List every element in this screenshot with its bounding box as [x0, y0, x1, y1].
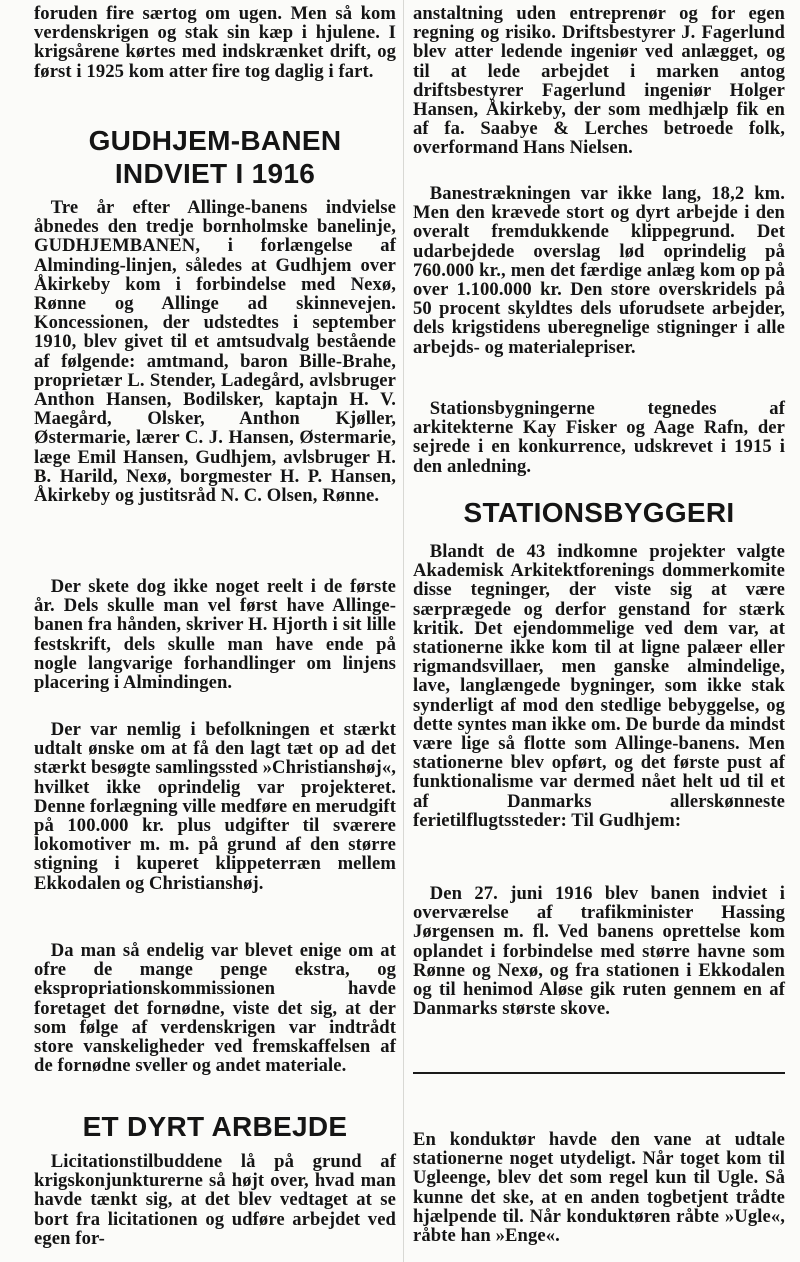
heading-gudhjem-banen [34, 124, 396, 190]
column-gutter [403, 0, 404, 1262]
paragraph: Tre år efter Allinge-banens indvielse åbnedes den tredje bornholmske banelinje, GUDHJEMBANEN, i forlængelse af Alminding-linjen, således at Gudhjem over Åkirkeby kom i forbindelse med Nexø, Rønne og Allinge ad skinnevejen. Koncessionen, der udstedtes i september 1910, blev givet til et amtsudvalg bestående af følgende: amtmand, baron Bille-Brahe, proprietær L. Stender, Ladegård, avlsbruger Anthon Hansen, Bodilsker, kaptajn H. V. Maegård, Olsker, Anthon Kjøller, Østermarie, lærer C. J. Hansen, Østermarie, læge Emil Hansen, Gudhjem, avlsbruger H. B. Harild, Nexø, borgmester H. P. Hansen, Åkirkeby og justitsråd N. C. Olsen, Rønne. [34, 197, 396, 507]
paragraph: Da man så endelig var blevet enige om at ofre de mange penge ekstra, og ekspropriationskommissionen havde foretaget det fornødne, viste det sig, at der som følge af verdenskrigen var indtrådt store vanskeligheder ved fremskaffelsen af de fornødne sveller og andet materiale. [34, 940, 396, 1077]
anecdote-box: En konduktør havde den vane at udtale stationerne noget utydeligt. Når toget kom til Ugleenge, blev det som regel kun til Ugle. Så kunne det ske, at en anden togbetjent trådte hjælpende til. Når konduktøren råbte »Ugle«, råbte han »Enge«. [413, 1129, 785, 1247]
paragraph: Der var nemlig i befolkningen et stærkt udtalt ønske om at få den lagt tæt op ad det stærkt besøgte samlingssted »Christianshøj«, hvilket ikke oprindelig var projekteret. Denne forlægning ville medføre en merudgift på 100.000 kr. plus udgifter til sværere lokomotiver m. m. på grund af den større stigning i kuperet klippeterræn mellem Ekkodalen og Christianshøj. [34, 719, 396, 894]
paragraph: Stationsbygningerne tegnedes af arkitekterne Kay Fisker og Aage Rafn, der sejrede i en konkurrence, udskrevet i 1915 i den anledning. [413, 398, 785, 477]
paragraph: anstaltning uden entreprenør og for egen regning og risiko. Driftsbestyrer J. Fagerlund blev atter ledende ingeniør ved anlægget, og til at lede arbejdet i marken antog driftsbestyrer Fagerlund ingeniør Holger Hansen, Åkirkeby, der som medhjælp fik en af fa. Saabye & Lerches betroede folk, overformand Hans Nielsen. [413, 3, 785, 159]
paragraph: Blandt de 43 indkomne projekter valgte Akademisk Arkitektforenings dommerkomite disse tegninger, der viste sig at være særprægede og derfor genstand for stærk kritik. Det ejendommelige ved dem var, at stationerne ikke kom til at ligne palæer eller rigmandsvillaer, men ganske almindelige, lave, langlængede bygninger, som ikke stak synderligt af mod den stedlige bebyggelse, og dette syntes man ikke om. De burde da mindst være lige så flotte som Allinge-banens. Men stationerne blev opført, og det første pust af funktionalisme var dermed nået helt ud til et af Danmarks allerskønneste ferietilflugtssteder: Til Gudhjem: [413, 541, 785, 831]
paragraph: Banestrækningen var ikke lang, 18,2 km. Men den krævede stort og dyrt arbejde i den overalt fremdukkende klippegrund. Det udarbejdede overslag lød oprindelig på 760.000 kr., men det færdige anlæg kom op på over 1.100.000 kr. Den store overskridels på 50 procent skyldtes dels uforudsete arbejder, dels krigstidens uberegnelige stigninger i alle arbejds- og materialepriser. [413, 183, 785, 358]
heading-line-2: INDVIET I 1916 [114, 158, 316, 189]
paragraph: Licitationstilbuddene lå på grund af krigskonjunkturerne så højt over, hvad man havde tænkt sig, at det blev vedtaget at se bort fra licitationen og udføre arbejdet ved egen for- [34, 1151, 396, 1249]
paragraph: Den 27. juni 1916 blev banen indviet i overværelse af trafikminister Hassing Jørgensen m. fl. Ved banens oprettelse kom oplandet i forbindelse med større havne som Rønne og Nexø, og fra stationen i Ekkodalen og til henimod Aløse gik ruten gennem en af Danmarks største skove. [413, 883, 785, 1020]
heading-stationsbyggeri: STATIONSBYGGERI [463, 497, 735, 528]
heading-et-dyrt-arbejde: ET DYRT ARBEJDE [82, 1111, 348, 1142]
paragraph: Der skete dog ikke noget reelt i de første år. Dels skulle man vel først have Allinge-banen fra hånden, skriver H. Hjorth i sit lille festskrift, dels skulle man have ende på nogle langvarige forhandlinger om linjens placering i Almindingen. [34, 576, 396, 694]
heading-line-1: GUDHJEM-BANEN [88, 125, 342, 156]
intro-paragraph: foruden fire særtog om ugen. Men så kom verdenskrigen og stak sin kæp i hjulene. I krigsårene kørtes med indskrænket drift, og først i 1925 kom atter fire tog daglig i fart. [34, 3, 396, 82]
section-divider [413, 1072, 785, 1074]
